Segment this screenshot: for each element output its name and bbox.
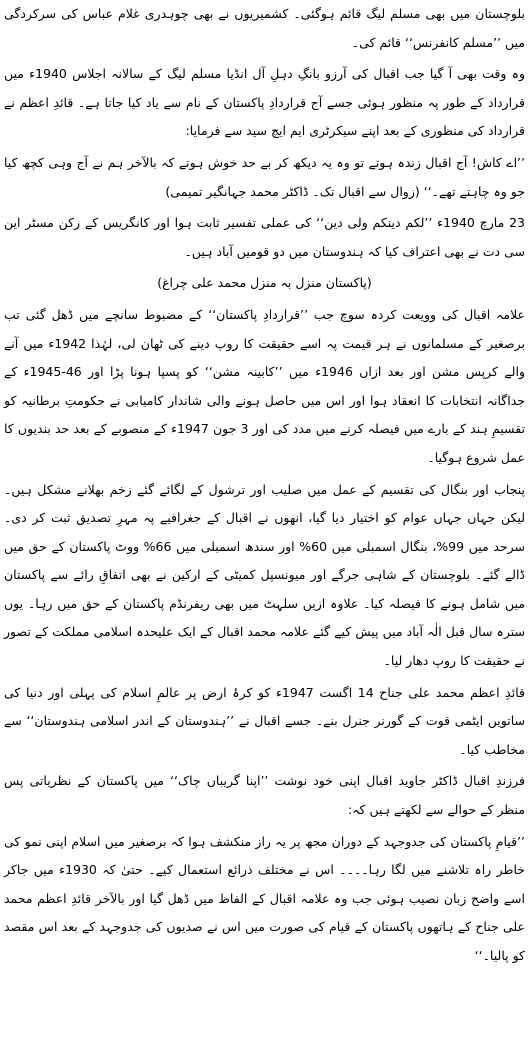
source-citation: (پاکستان منزل بہ منزل محمد علی چراغ) <box>157 275 372 291</box>
paragraph-governor-general: قائدِ اعظم محمد علی جناح 14 اگست 1947ء کو کرۂ ارض پر عالمِ اسلام کی پہلی اور دنیا کی ساتویں ایٹمی قوت کے گورنر جنرل بنے۔ جسے اقبال نے ’’ہندوستان کے اندر اسلامی ہندوستان‘‘ سے مخاطب کیا۔ <box>4 684 525 757</box>
paragraph-punjab-bengal: پنجاب اور بنگال کی تقسیم کے عمل میں صلیب اور ترشول کے لگائے گئے زخم بھلانے مشکل ہیں۔ لیکن جہاں جہاں عوام کو اختیار دیا گیا، انھوں نے اقبال کے جغرافیے پہ مہرِ تصدیق ثبت کر دی۔ سرحد میں 99%، بنگال اسمبلی میں 60% اور سندھ اسمبلی میں 66% ووٹ پاکستان کے حق میں ڈالے گئے۔ بلوچستان کے شاہی جرگے اور میونسپل کمیٹی کے ارکین نے بھی اتفاقِ رائے سے پاکستان میں شامل ہونے کا فیصلہ کیا۔ علاوہ ازیں سلہٹ میں بھی ریفرنڈم پاکستان کے حق میں رہا۔ یوں سترہ سال قبل الٰہ آباد میں پیش کیے گئے علامہ محمد اقبال کے ایک علیحدہ اسلامی مملکت کے تصور نے حقیقت کا روپ دھار لیا۔ <box>4 481 525 669</box>
paragraph-partition-process: علامہ اقبال کی وویعت کردہ سوچ جب ’’قراردادِ پاکستان‘‘ کے مضبوط سانچے میں ڈھل گئی تب برصغیر کے مسلمانوں نے ہر قیمت پہ اسے حقیقت کا روپ دینے کی ٹھان لی، لہٰذا 1942ء میں آنے والے کرپس مشن اور بعد ازاں 1946ء میں ’’کابینہ مشن‘‘ کو پسپا ہونا پڑا اور 46-1945ء کے جداگانہ انتخابات کا انعقاد ہوا اور اس میں حاصل ہونے والی شاندار کامیابی نے حکومتِ برطانیہ کو تقسیمِ ہند کے بارے میں فیصلہ کرنے میں مدد کی اور 3 جون 1947ء کے منصوبے کے بعد حد بندیوں کا عمل شروع ہوگیا۔ <box>4 306 526 465</box>
paragraph-javed-iqbal-intro: فرزندِ اقبال ڈاکٹر جاوید اقبال اپنی خود نوشت ’’اپنا گریباں چاک‘‘ میں پاکستان کے نظریاتی پس منظر کے حوالے سے لکھتے ہیں کہ: <box>4 773 525 818</box>
paragraph-23-march: 23 مارچ 1940ء ’’لکم دینکم ولی دین‘‘ کی عملی تفسیر ثابت ہوا اور کانگریس کے رکن مسٹر این سی دت نے بھی اعتراف کیا کہ ہندوستان میں دو قومیں آباد ہیں۔ <box>4 215 526 259</box>
paragraph-javed-iqbal-quote: ’’قیامِ پاکستان کی جدوجہد کے دوران مجھ پر یہ راز منکشف ہوا کہ برصغیر میں اسلام اپنی نمو کی خاطر راہ تلاشنے میں لگا رہا۔۔۔۔ اس نے مختلف ذرائع استعمال کیے۔ حتیٰ کہ 1930ء میں جاکر اسے واضح زبان نصیب ہوئی جب وہ علامہ اقبال کے الفاظ میں ڈھل گیا اور بالآخر قائدِ اعظم محمد علی جناح کے ہاتھوں پاکستان کے قیام کی صورت میں اس نے صدیوں کی جدوجہد کے بعد اس مقصد کو پالیا۔‘‘ <box>4 833 525 963</box>
paragraph-balochistan-kashmir: بلوچستان میں بھی مسلم لیگ قائم ہوگئی۔ کشمیریوں نے بھی چوہدری غلام عباس کی سرکردگی میں ’’مسلم کانفرنس‘‘ قائم کی۔ <box>4 6 525 50</box>
paragraph-quaid-quote: ’’اے کاش! آج اقبال زندہ ہوتے تو وہ یہ دیکھ کر بے حد خوش ہوتے کہ بالآخر ہم نے آج وہی کچھ کیا جو وہ چاہتے تھے۔‘‘ (زوال سے اقبال تک۔ ڈاکٹر محمد جہانگیر تمیمی) <box>4 154 525 199</box>
paragraph-lahore-resolution: وہ وقت بھی آ گیا جب اقبال کی آرزو بانگِ دہلِ آل انڈیا مسلم لیگ کے سالانہ اجلاس 1940ء میں قرارداد کے طور پہ منظور ہوئی جسے آج قراردادِ پاکستان کے نام سے یاد کیا جاتا ہے۔ قائدِ اعظم نے قرارداد کی منظوری کے بعد اپنے سیکرٹری ایم ایچ سید سے فرمایا: <box>4 66 525 139</box>
